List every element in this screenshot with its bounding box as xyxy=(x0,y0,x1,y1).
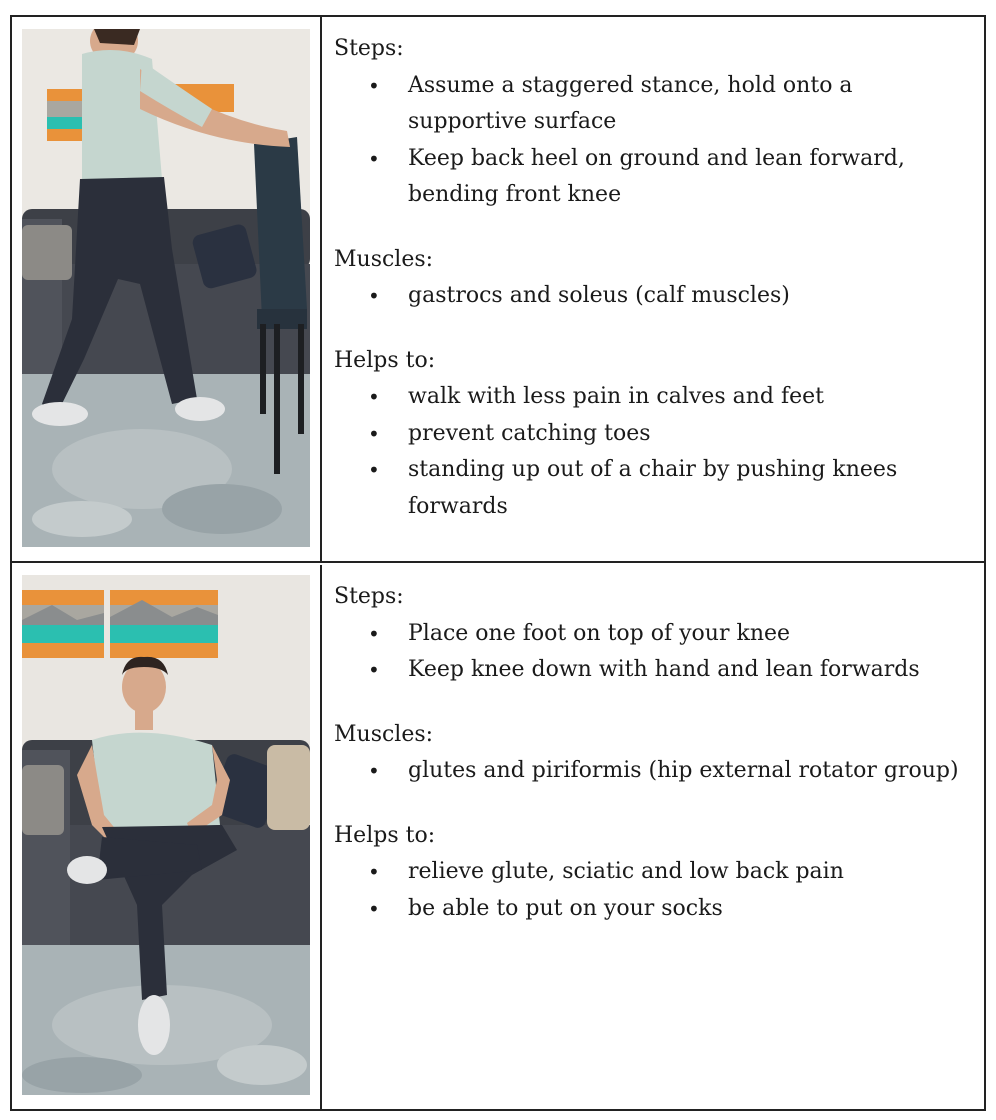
list-item: • Keep knee down with hand and lean forwards xyxy=(334,652,970,689)
list-item: • walk with less pain in calves and feet xyxy=(334,379,970,416)
muscles-list xyxy=(334,753,970,790)
list-item: • glutes and piriformis (hip external rotator group) xyxy=(334,753,970,790)
list-item: • gastrocs and soleus (calf muscles) xyxy=(334,278,970,315)
list-item: • relieve glute, sciatic and low back pain xyxy=(334,854,970,891)
calf-stretch-illustration xyxy=(22,29,310,547)
list-item: • standing up out of a chair by pushing knees forwards xyxy=(334,452,970,525)
steps-list xyxy=(334,68,970,214)
helps-heading: Helps to: xyxy=(334,347,436,373)
glute-stretch-illustration xyxy=(22,575,310,1095)
list-item: • Keep back heel on ground and lean forward, bending front knee xyxy=(334,141,970,214)
exercise-row-calf-stretch xyxy=(12,17,984,563)
helps-list xyxy=(334,379,970,525)
helps-heading: Helps to: xyxy=(334,822,436,848)
glute-stretch-photo xyxy=(22,575,310,1095)
list-item: • be able to put on your socks xyxy=(334,891,970,928)
list-item: • prevent catching toes xyxy=(334,416,970,453)
steps-list xyxy=(334,616,970,689)
calf-stretch-photo xyxy=(22,29,310,547)
list-item: • Assume a staggered stance, hold onto a supportive surface xyxy=(334,68,970,141)
steps-heading: Steps: xyxy=(334,584,404,609)
column-divider xyxy=(320,565,322,1109)
helps-list xyxy=(334,854,970,927)
steps-heading: Steps: xyxy=(334,36,404,61)
column-divider xyxy=(320,17,322,561)
muscles-heading: Muscles: xyxy=(334,721,434,747)
list-item: • Place one foot on top of your knee xyxy=(334,616,970,653)
exercise-table xyxy=(10,15,986,1111)
muscles-list xyxy=(334,278,970,315)
exercise-row-glute-stretch xyxy=(12,565,984,1109)
muscles-heading: Muscles: xyxy=(334,246,434,272)
glute-stretch-text xyxy=(334,579,970,927)
calf-stretch-text xyxy=(334,31,970,525)
